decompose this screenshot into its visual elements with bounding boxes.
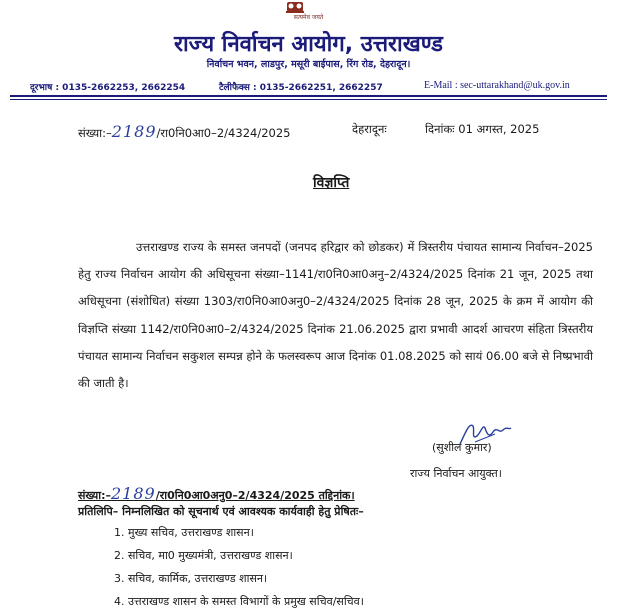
signatory-designation: राज्य निर्वाचन आयुक्त। — [410, 467, 502, 480]
copy-to-label: प्रतिलिपि– निम्नलिखित को सूचनार्थ एवं आवश्यक कार्यवाही हेतु प्रेषितः– — [78, 505, 364, 518]
reference-date: दिनांकः 01 अगस्त, 2025 — [425, 122, 540, 136]
copy-to-list — [114, 521, 364, 613]
copy-reference-handwritten-number: 2189 — [111, 484, 156, 503]
list-item: 2. सचिव, मा0 मुख्यमंत्री, उत्तराखण्ड शासन। — [114, 549, 293, 562]
fax-number: टैलीफैक्स : 0135-2662251, 2662257 — [219, 83, 383, 93]
notice-heading: विज्ञप्ति — [313, 175, 350, 191]
list-item: 3. सचिव, कार्मिक, उत्तराखण्ड शासन। — [114, 572, 268, 585]
list-item: 4. उत्तराखण्ड शासन के समस्त विभागों के प्रमुख सचिव/सचिव। — [114, 595, 364, 608]
notice-body: उत्तराखण्ड राज्य के समस्त जनपदों (जनपद हरिद्वार को छोडकर) में त्रिस्तरीय पंचायत सामान्य निर्वाचन–2025 हेतु राज्य निर्वाचन आयोग की अधिसूचना संख्या–1141/रा0नि0आ0अनु–2/4324/2025 दिनांक 21 जून, 2025 तथा अधिसूचना (संशोधित) संख्या 1303/रा0नि0आ0अनु0–2/4324/2025 दिनांक 28 जून, 2025 के क्रम में आयोग की विज्ञप्ति संख्या 1142/रा0नि0आ0–2/4324/2025 दिनांक 21.06.2025 द्वारा प्रभावी आदर्श आचरण संहिता त्रिस्तरीय पंचायत सामान्य निर्वाचन सकुशल सम्पन्न होने के फलस्वरूप आज दिनांक 01.08.2025 को सायं 06.00 बजे से निष्प्रभावी की जाती है। — [78, 240, 593, 391]
header-divider — [10, 95, 607, 97]
emblem-motto: सत्यमेव जयते — [293, 14, 324, 21]
signatory-name: (सुशील कुमार) — [432, 441, 492, 454]
reference-place: देहरादूनः — [352, 122, 387, 136]
copy-reference-number: संख्या:–2189/रा0नि0आ0अनु0–2/4324/2025 तद्दिनांक। — [78, 484, 355, 503]
organization-address: निर्वाचन भवन, लाडपुर, मसूरी बाईपास, रिंग रोड, देहरादून। — [206, 59, 411, 70]
email-address: E-Mail : sec-uttarakhand@uk.gov.in — [424, 80, 570, 91]
reference-handwritten-number: 2189 — [111, 122, 157, 141]
header-divider-thin — [10, 99, 607, 100]
reference-number: संख्या:–2189/रा0नि0आ0–2/4324/2025 — [78, 122, 291, 141]
organization-title: राज्य निर्वाचन आयोग, उत्तराखण्ड — [174, 32, 443, 57]
phone-number: दूरभाष : 0135-2662253, 2662254 — [30, 83, 186, 93]
list-item: 1. मुख्य सचिव, उत्तराखण्ड शासन। — [114, 526, 254, 539]
